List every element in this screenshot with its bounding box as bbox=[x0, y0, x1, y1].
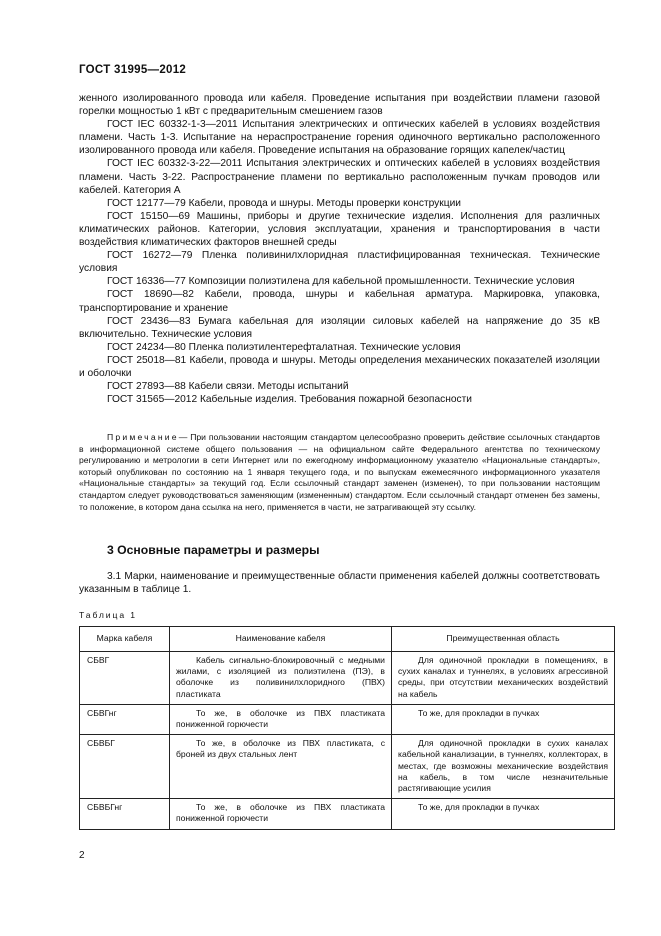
references-text bbox=[79, 92, 600, 406]
cell-area bbox=[392, 652, 615, 705]
cell-name-text: То же, в оболочке из ПВХ пластиката пониженной горючести bbox=[176, 802, 385, 824]
intro-paragraph: женного изолированного провода или кабеля. Проведение испытания при воздействии пламени газовой горелки мощностью 1 кВт с предварительным смешением газов bbox=[79, 93, 600, 118]
reference-item: ГОСТ 24234—80 Пленка полиэтилентерефталатная. Технические условия bbox=[107, 341, 461, 353]
reference-item: ГОСТ 25018—81 Кабели, провода и шнуры. Методы определения механических показателей изоляции и оболочки bbox=[79, 354, 600, 379]
cell-area-text: Для одиночной прокладки в сухих каналах кабельной канализации, в туннелях, коллекторах, в местах, где возможны механические воздействия на кабель, в том числе незначительные растягивающие усилия bbox=[398, 738, 608, 794]
cell-mark: СБВБГнг bbox=[80, 799, 170, 829]
paragraph-3-1: 3.1 Марки, наименование и преимущественные области применения кабелей должны соответствовать указанным в таблице 1. bbox=[79, 571, 600, 596]
header-area: Преимущественная область bbox=[392, 627, 615, 652]
reference-item: ГОСТ 12177—79 Кабели, провода и шнуры. Методы проверки конструкции bbox=[107, 197, 461, 209]
reference-item: ГОСТ 15150—69 Машины, приборы и другие технические изделия. Исполнения для различных климатических районов. Категории, условия эксплуатации, хранения и транспортирования в части воздействия климатических факторов внешней среды bbox=[79, 210, 600, 249]
cell-name bbox=[170, 704, 392, 734]
note-label: Примечание bbox=[107, 432, 179, 442]
reference-item: ГОСТ 16336—77 Композиции полиэтилена для кабельной промышленности. Технические условия bbox=[107, 276, 575, 288]
cell-area bbox=[392, 704, 615, 734]
cell-area bbox=[392, 799, 615, 829]
cell-area-text: Для одиночной прокладки в помещениях, в сухих каналах и туннелях, в условиях агрессивной среды, при отсутствии механических воздействий на кабель bbox=[398, 655, 608, 699]
cell-name-text: То же, в оболочке из ПВХ пластиката, с броней из двух стальных лент bbox=[176, 738, 385, 760]
section-paragraph bbox=[79, 570, 600, 596]
cell-area-text: То же, для прокладки в пучках bbox=[418, 707, 540, 718]
section-heading: 3 Основные параметры и размеры bbox=[107, 543, 320, 557]
reference-item: ГОСТ 16272—79 Пленка поливинилхлоридная пластифицированная техническая. Технические условия bbox=[79, 250, 600, 275]
cell-area bbox=[392, 735, 615, 799]
cell-mark: СБВГнг bbox=[80, 704, 170, 734]
note-block bbox=[79, 432, 600, 513]
cell-name bbox=[170, 652, 392, 705]
cell-name bbox=[170, 735, 392, 799]
table-row bbox=[80, 704, 615, 734]
table-row bbox=[80, 735, 615, 799]
table-row bbox=[80, 799, 615, 829]
cell-area-text: То же, для прокладки в пучках bbox=[418, 802, 540, 813]
reference-item: ГОСТ 31565—2012 Кабельные изделия. Требования пожарной безопасности bbox=[107, 394, 472, 406]
header-mark: Марка кабеля bbox=[80, 627, 170, 652]
cell-mark: СБВБГ bbox=[80, 735, 170, 799]
cell-mark: СБВГ bbox=[80, 652, 170, 705]
reference-item: ГОСТ 18690—82 Кабели, провода, шнуры и кабельная арматура. Маркировка, упаковка, транспортирование и хранение bbox=[79, 289, 600, 314]
cable-table bbox=[79, 626, 615, 830]
table-header-row bbox=[80, 627, 615, 652]
reference-item: ГОСТ IEC 60332-1-3—2011 Испытания электрических и оптических кабелей в условиях воздействия пламени. Часть 1-3. Испытание на нераспространение горения одиночного вертикально расположенного изолированного провода или кабеля. Проведение испытания на образование горящих капелек/частиц bbox=[79, 119, 600, 157]
cell-name-text: Кабель сигнально-блокировочный с медными жилами, с изоляцией из полиэтилена (ПЭ), в оболочке из поливинилхлоридного (ПВХ) пластиката bbox=[176, 655, 385, 699]
page-header-standard-number: ГОСТ 31995—2012 bbox=[79, 64, 187, 76]
header-name: Наименование кабеля bbox=[170, 627, 392, 652]
table-caption: Таблица 1 bbox=[79, 610, 137, 620]
note-text: — При пользовании настоящим стандартом целесообразно проверить действие ссылочных стандартов в информационной системе общего пользования — на официальном сайте Федерального агентства по техническому регулированию и метрологии в сети Интернет или по ежегодному информационному указателю «Национальные стандарты», который опубликован по состоянию на 1 января текущего года, и по выпускам ежемесячного информационного указателя «Национальные стандарты» за текущий год. Если ссылочный стандарт заменен (изменен), то при пользовании настоящим стандартом следует руководствоваться заменяющим (измененным) стандартом. Если ссылочный стандарт отменен без замены, то положение, в котором дана ссылка на него, применяется в части, не затрагивающей эту ссылку. bbox=[79, 432, 600, 512]
cell-name bbox=[170, 799, 392, 829]
reference-item: ГОСТ 23436—83 Бумага кабельная для изоляции силовых кабелей на напряжение до 35 кВ включительно. Технические условия bbox=[79, 315, 600, 340]
reference-item: ГОСТ IEC 60332-3-22—2011 Испытания электрических и оптических кабелей в условиях воздействия пламени. Часть 3-22. Распространение пламени по вертикально расположенным пучкам проводов или кабелей. Категория А bbox=[79, 158, 600, 196]
cell-name-text: То же, в оболочке из ПВХ пластиката пониженной горючести bbox=[176, 707, 385, 730]
table-row bbox=[80, 652, 615, 705]
page-number: 2 bbox=[79, 850, 85, 861]
note-paragraph bbox=[79, 432, 600, 513]
reference-item: ГОСТ 27893—88 Кабели связи. Методы испытаний bbox=[107, 381, 349, 393]
